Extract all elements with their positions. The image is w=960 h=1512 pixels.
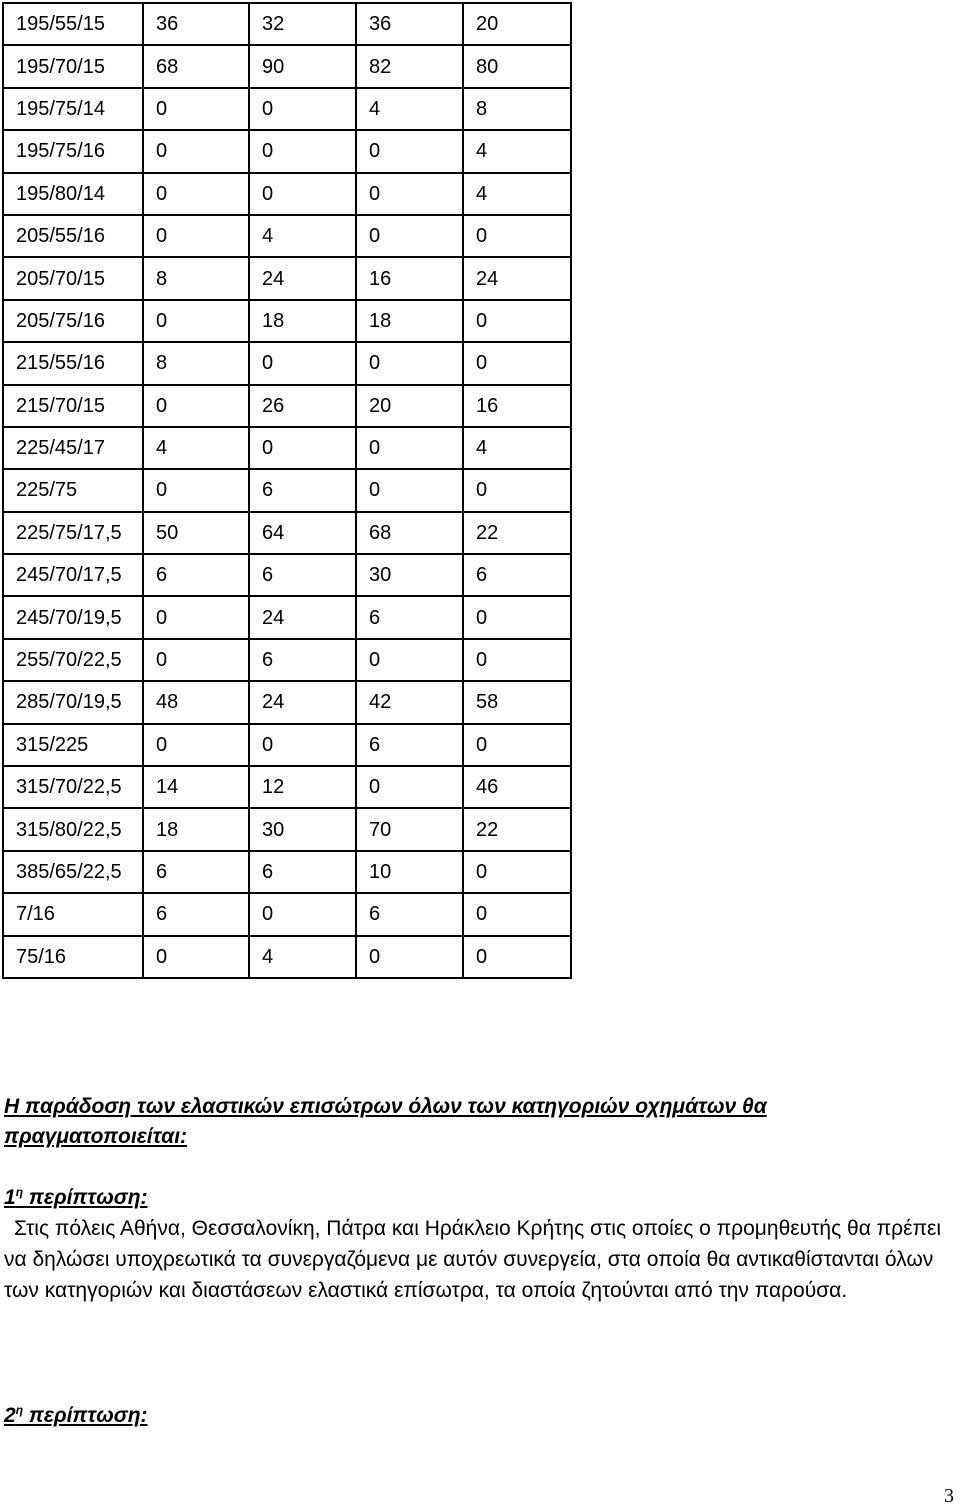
quantity-cell-1: 6	[143, 554, 249, 596]
tire-table-body	[3, 3, 571, 978]
case-2-title: περίπτωση:	[28, 1404, 148, 1427]
quantity-cell-1: 0	[143, 936, 249, 978]
tire-size-cell: 225/75/17,5	[3, 512, 143, 554]
quantity-cell-1: 0	[143, 639, 249, 681]
quantity-cell-4: 4	[463, 130, 571, 172]
quantity-cell-1: 0	[143, 215, 249, 257]
table-row	[3, 766, 571, 808]
quantity-cell-3: 0	[356, 766, 463, 808]
quantity-cell-4: 20	[463, 3, 571, 45]
quantity-cell-4: 22	[463, 512, 571, 554]
quantity-cell-4: 22	[463, 808, 571, 850]
quantity-cell-4: 0	[463, 893, 571, 935]
quantity-cell-2: 0	[249, 173, 356, 215]
table-row	[3, 173, 571, 215]
case-1-title: περίπτωση:	[28, 1186, 148, 1209]
quantity-cell-1: 0	[143, 385, 249, 427]
case-2-ordinal: η	[15, 1403, 24, 1417]
quantity-cell-1: 6	[143, 893, 249, 935]
tire-size-cell: 225/75	[3, 469, 143, 511]
quantity-cell-3: 0	[356, 342, 463, 384]
tire-size-cell: 195/75/16	[3, 130, 143, 172]
table-row	[3, 851, 571, 893]
quantity-cell-3: 0	[356, 469, 463, 511]
quantity-cell-1: 0	[143, 88, 249, 130]
quantity-cell-1: 0	[143, 173, 249, 215]
quantity-cell-3: 18	[356, 300, 463, 342]
quantity-cell-3: 6	[356, 724, 463, 766]
quantity-cell-3: 36	[356, 3, 463, 45]
quantity-cell-3: 42	[356, 681, 463, 723]
quantity-cell-4: 0	[463, 596, 571, 638]
case-1-text: Στις πόλεις Αθήνα, Θεσσαλονίκη, Πάτρα και Ηράκλειο Κρήτης στις οποίες ο προμηθευτής θα πρέπει να δηλώσει υποχρεωτικά τα συνεργαζόμενα με αυτόν συνεργεία, στα οποία θα αντικαθίστανται όλων των κατηγοριών και διαστάσεων ελαστικά επίσωτρα, τα οποία ζητούνται από την παρούσα.	[4, 1217, 941, 1302]
tire-size-cell: 315/70/22,5	[3, 766, 143, 808]
quantity-cell-1: 8	[143, 257, 249, 299]
quantity-cell-2: 0	[249, 724, 356, 766]
tire-size-cell: 195/70/15	[3, 45, 143, 87]
tire-size-cell: 195/55/15	[3, 3, 143, 45]
quantity-cell-3: 10	[356, 851, 463, 893]
table-row	[3, 596, 571, 638]
quantity-cell-2: 4	[249, 215, 356, 257]
quantity-cell-2: 90	[249, 45, 356, 87]
table-row	[3, 724, 571, 766]
quantity-cell-2: 32	[249, 3, 356, 45]
quantity-cell-2: 6	[249, 851, 356, 893]
quantity-cell-4: 4	[463, 173, 571, 215]
quantity-cell-2: 26	[249, 385, 356, 427]
quantity-cell-1: 18	[143, 808, 249, 850]
quantity-cell-1: 0	[143, 130, 249, 172]
quantity-cell-2: 64	[249, 512, 356, 554]
quantity-cell-1: 0	[143, 469, 249, 511]
case-1-ordinal: η	[15, 1185, 24, 1199]
case-2-number: 2	[4, 1404, 16, 1427]
quantity-cell-2: 18	[249, 300, 356, 342]
quantity-cell-2: 4	[249, 936, 356, 978]
tire-size-cell: 315/225	[3, 724, 143, 766]
quantity-cell-1: 8	[143, 342, 249, 384]
quantity-cell-1: 6	[143, 851, 249, 893]
tire-size-cell: 255/70/22,5	[3, 639, 143, 681]
table-row	[3, 88, 571, 130]
tire-size-cell: 315/80/22,5	[3, 808, 143, 850]
table-row	[3, 512, 571, 554]
tire-size-cell: 205/75/16	[3, 300, 143, 342]
table-row	[3, 257, 571, 299]
table-row	[3, 215, 571, 257]
quantity-cell-4: 8	[463, 88, 571, 130]
tire-size-cell: 75/16	[3, 936, 143, 978]
quantity-cell-3: 6	[356, 893, 463, 935]
table-row	[3, 893, 571, 935]
quantity-cell-4: 24	[463, 257, 571, 299]
quantity-cell-4: 80	[463, 45, 571, 87]
page-number: 3	[944, 1485, 954, 1507]
quantity-cell-3: 4	[356, 88, 463, 130]
quantity-cell-3: 16	[356, 257, 463, 299]
quantity-cell-4: 4	[463, 427, 571, 469]
quantity-cell-3: 0	[356, 173, 463, 215]
quantity-cell-2: 30	[249, 808, 356, 850]
quantity-cell-3: 20	[356, 385, 463, 427]
tire-size-cell: 285/70/19,5	[3, 681, 143, 723]
tire-size-cell: 225/45/17	[3, 427, 143, 469]
delivery-heading: Η παράδοση των ελαστικών επισώτρων όλων των κατηγοριών οχημάτων θα πραγματοποιείται:	[4, 1095, 767, 1148]
quantity-cell-4: 16	[463, 385, 571, 427]
quantity-cell-2: 6	[249, 469, 356, 511]
quantity-cell-2: 0	[249, 427, 356, 469]
quantity-cell-2: 24	[249, 596, 356, 638]
quantity-cell-1: 48	[143, 681, 249, 723]
quantity-cell-3: 0	[356, 639, 463, 681]
quantity-cell-4: 0	[463, 215, 571, 257]
quantity-cell-1: 50	[143, 512, 249, 554]
tire-size-cell: 195/75/14	[3, 88, 143, 130]
quantity-cell-3: 6	[356, 596, 463, 638]
quantity-cell-1: 0	[143, 300, 249, 342]
quantity-cell-1: 4	[143, 427, 249, 469]
quantity-cell-4: 0	[463, 342, 571, 384]
tire-quantities-table	[2, 2, 572, 979]
case-1-number: 1	[4, 1186, 16, 1209]
tire-size-cell: 7/16	[3, 893, 143, 935]
table-row	[3, 469, 571, 511]
table-row	[3, 427, 571, 469]
quantity-cell-2: 0	[249, 342, 356, 384]
case-1-label	[4, 1184, 148, 1212]
quantity-cell-2: 24	[249, 681, 356, 723]
table-row	[3, 554, 571, 596]
table-row	[3, 936, 571, 978]
quantity-cell-4: 0	[463, 851, 571, 893]
quantity-cell-4: 0	[463, 300, 571, 342]
quantity-cell-4: 46	[463, 766, 571, 808]
quantity-cell-2: 0	[249, 130, 356, 172]
quantity-cell-1: 0	[143, 724, 249, 766]
table-row	[3, 639, 571, 681]
tire-size-cell: 215/70/15	[3, 385, 143, 427]
table-row	[3, 681, 571, 723]
table-row	[3, 130, 571, 172]
case-2-label	[4, 1402, 148, 1430]
tire-size-cell: 245/70/17,5	[3, 554, 143, 596]
table-row	[3, 300, 571, 342]
table-row	[3, 808, 571, 850]
quantity-cell-4: 0	[463, 469, 571, 511]
quantity-cell-4: 58	[463, 681, 571, 723]
tire-size-cell: 195/80/14	[3, 173, 143, 215]
quantity-cell-4: 6	[463, 554, 571, 596]
quantity-cell-3: 70	[356, 808, 463, 850]
quantity-cell-2: 0	[249, 88, 356, 130]
quantity-cell-1: 0	[143, 596, 249, 638]
tire-size-cell: 245/70/19,5	[3, 596, 143, 638]
quantity-cell-2: 6	[249, 554, 356, 596]
table-row	[3, 45, 571, 87]
quantity-cell-3: 30	[356, 554, 463, 596]
quantity-cell-1: 14	[143, 766, 249, 808]
quantity-cell-1: 36	[143, 3, 249, 45]
tire-size-cell: 215/55/16	[3, 342, 143, 384]
quantity-cell-3: 68	[356, 512, 463, 554]
quantity-cell-2: 24	[249, 257, 356, 299]
quantity-cell-4: 0	[463, 936, 571, 978]
quantity-cell-4: 0	[463, 724, 571, 766]
tire-size-cell: 205/55/16	[3, 215, 143, 257]
table-row	[3, 3, 571, 45]
quantity-cell-4: 0	[463, 639, 571, 681]
quantity-cell-3: 82	[356, 45, 463, 87]
tire-size-cell: 205/70/15	[3, 257, 143, 299]
quantity-cell-3: 0	[356, 427, 463, 469]
table-row	[3, 342, 571, 384]
quantity-cell-2: 12	[249, 766, 356, 808]
quantity-cell-2: 0	[249, 893, 356, 935]
tire-size-cell: 385/65/22,5	[3, 851, 143, 893]
quantity-cell-1: 68	[143, 45, 249, 87]
quantity-cell-3: 0	[356, 130, 463, 172]
quantity-cell-2: 6	[249, 639, 356, 681]
quantity-cell-3: 0	[356, 215, 463, 257]
quantity-cell-3: 0	[356, 936, 463, 978]
table-row	[3, 385, 571, 427]
